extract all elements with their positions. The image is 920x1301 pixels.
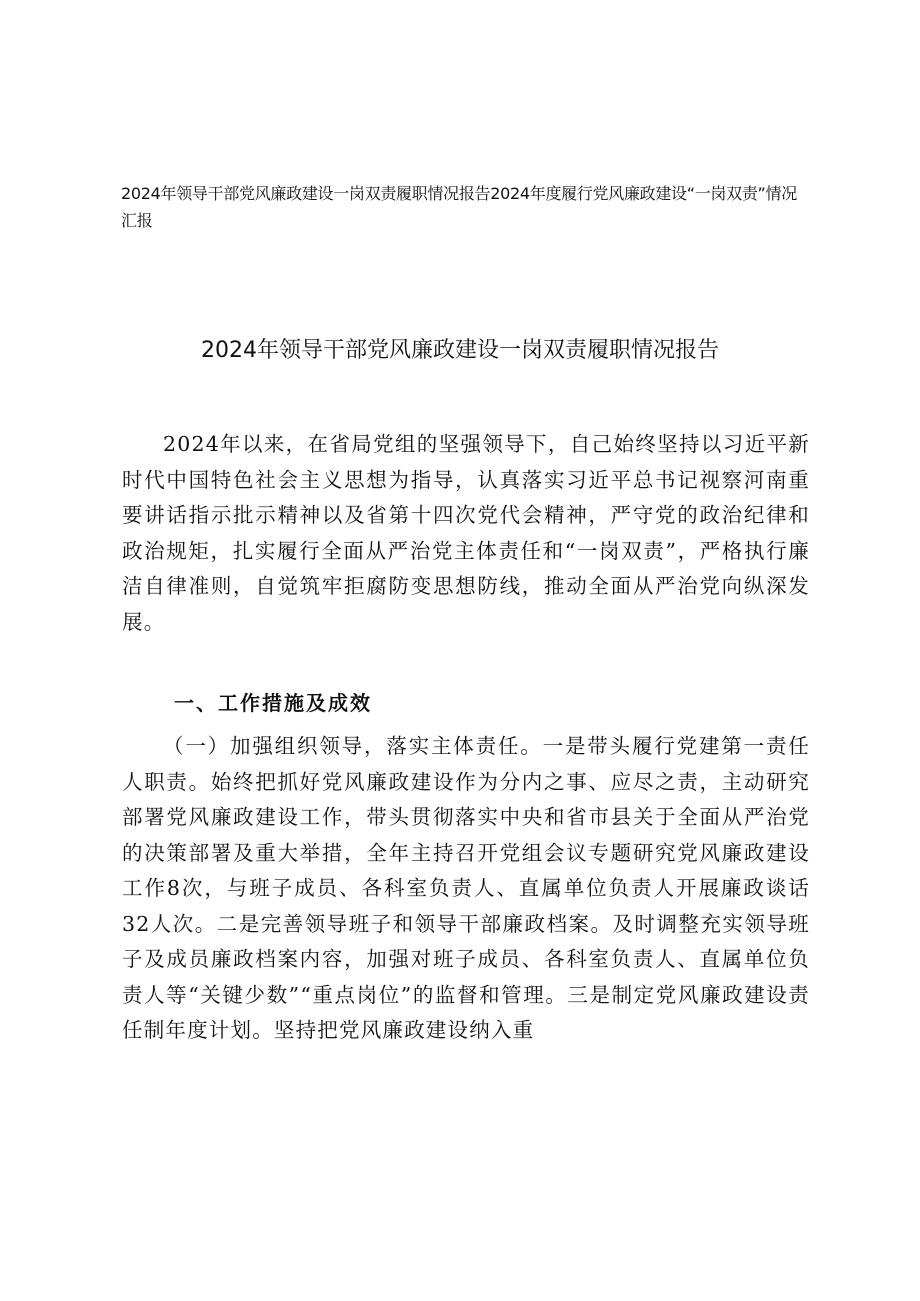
intro-paragraph: 2024年以来，在省局党组的坚强领导下，自己始终坚持以习近平新时代中国特色社会主义思想为指导，认真落实习近平总书记视察河南重要讲话指示批示精神以及省第十四次党代会精神，严守党的政治纪律和政治规矩，扎实履行全面从严治党主体责任和“一岗双责”，严格执行廉洁自律准则，自觉筑牢拒腐防变思想防线，推动全面从严治党向纵深发展。 [122,432,810,634]
section-paragraph: （一）加强组织领导，落实主体责任。一是带头履行党建第一责任人职责。始终把抓好党风廉政建设作为分内之事、应尽之责，主动研究部署党风廉政建设工作，带头贯彻落实中央和省市县关于全面从严治党的决策部署及重大举措，全年主持召开党组会议专题研究党风廉政建设工作8次，与班子成员、各科室负责人、直属单位负责人开展廉政谈话32人次。二是完善领导班子和领导干部廉政档案。及时调整充实领导班子及成员廉政档案内容，加强对班子成员、各科室负责人、直属单位负责人等“关键少数”“重点岗位”的监督和管理。三是制定党风廉政建设责任制年度计划。坚持把党风廉政建设纳入重 [122,734,810,1042]
document-title: 2024年领导干部党风廉政建设一岗双责履职情况报告 [201,338,719,363]
section-heading: 一、工作措施及成效 [174,691,372,715]
document-header: 2024年领导干部党风廉政建设一岗双责履职情况报告2024年度履行党风廉政建设“一岗双责”情况汇报 [121,184,797,230]
